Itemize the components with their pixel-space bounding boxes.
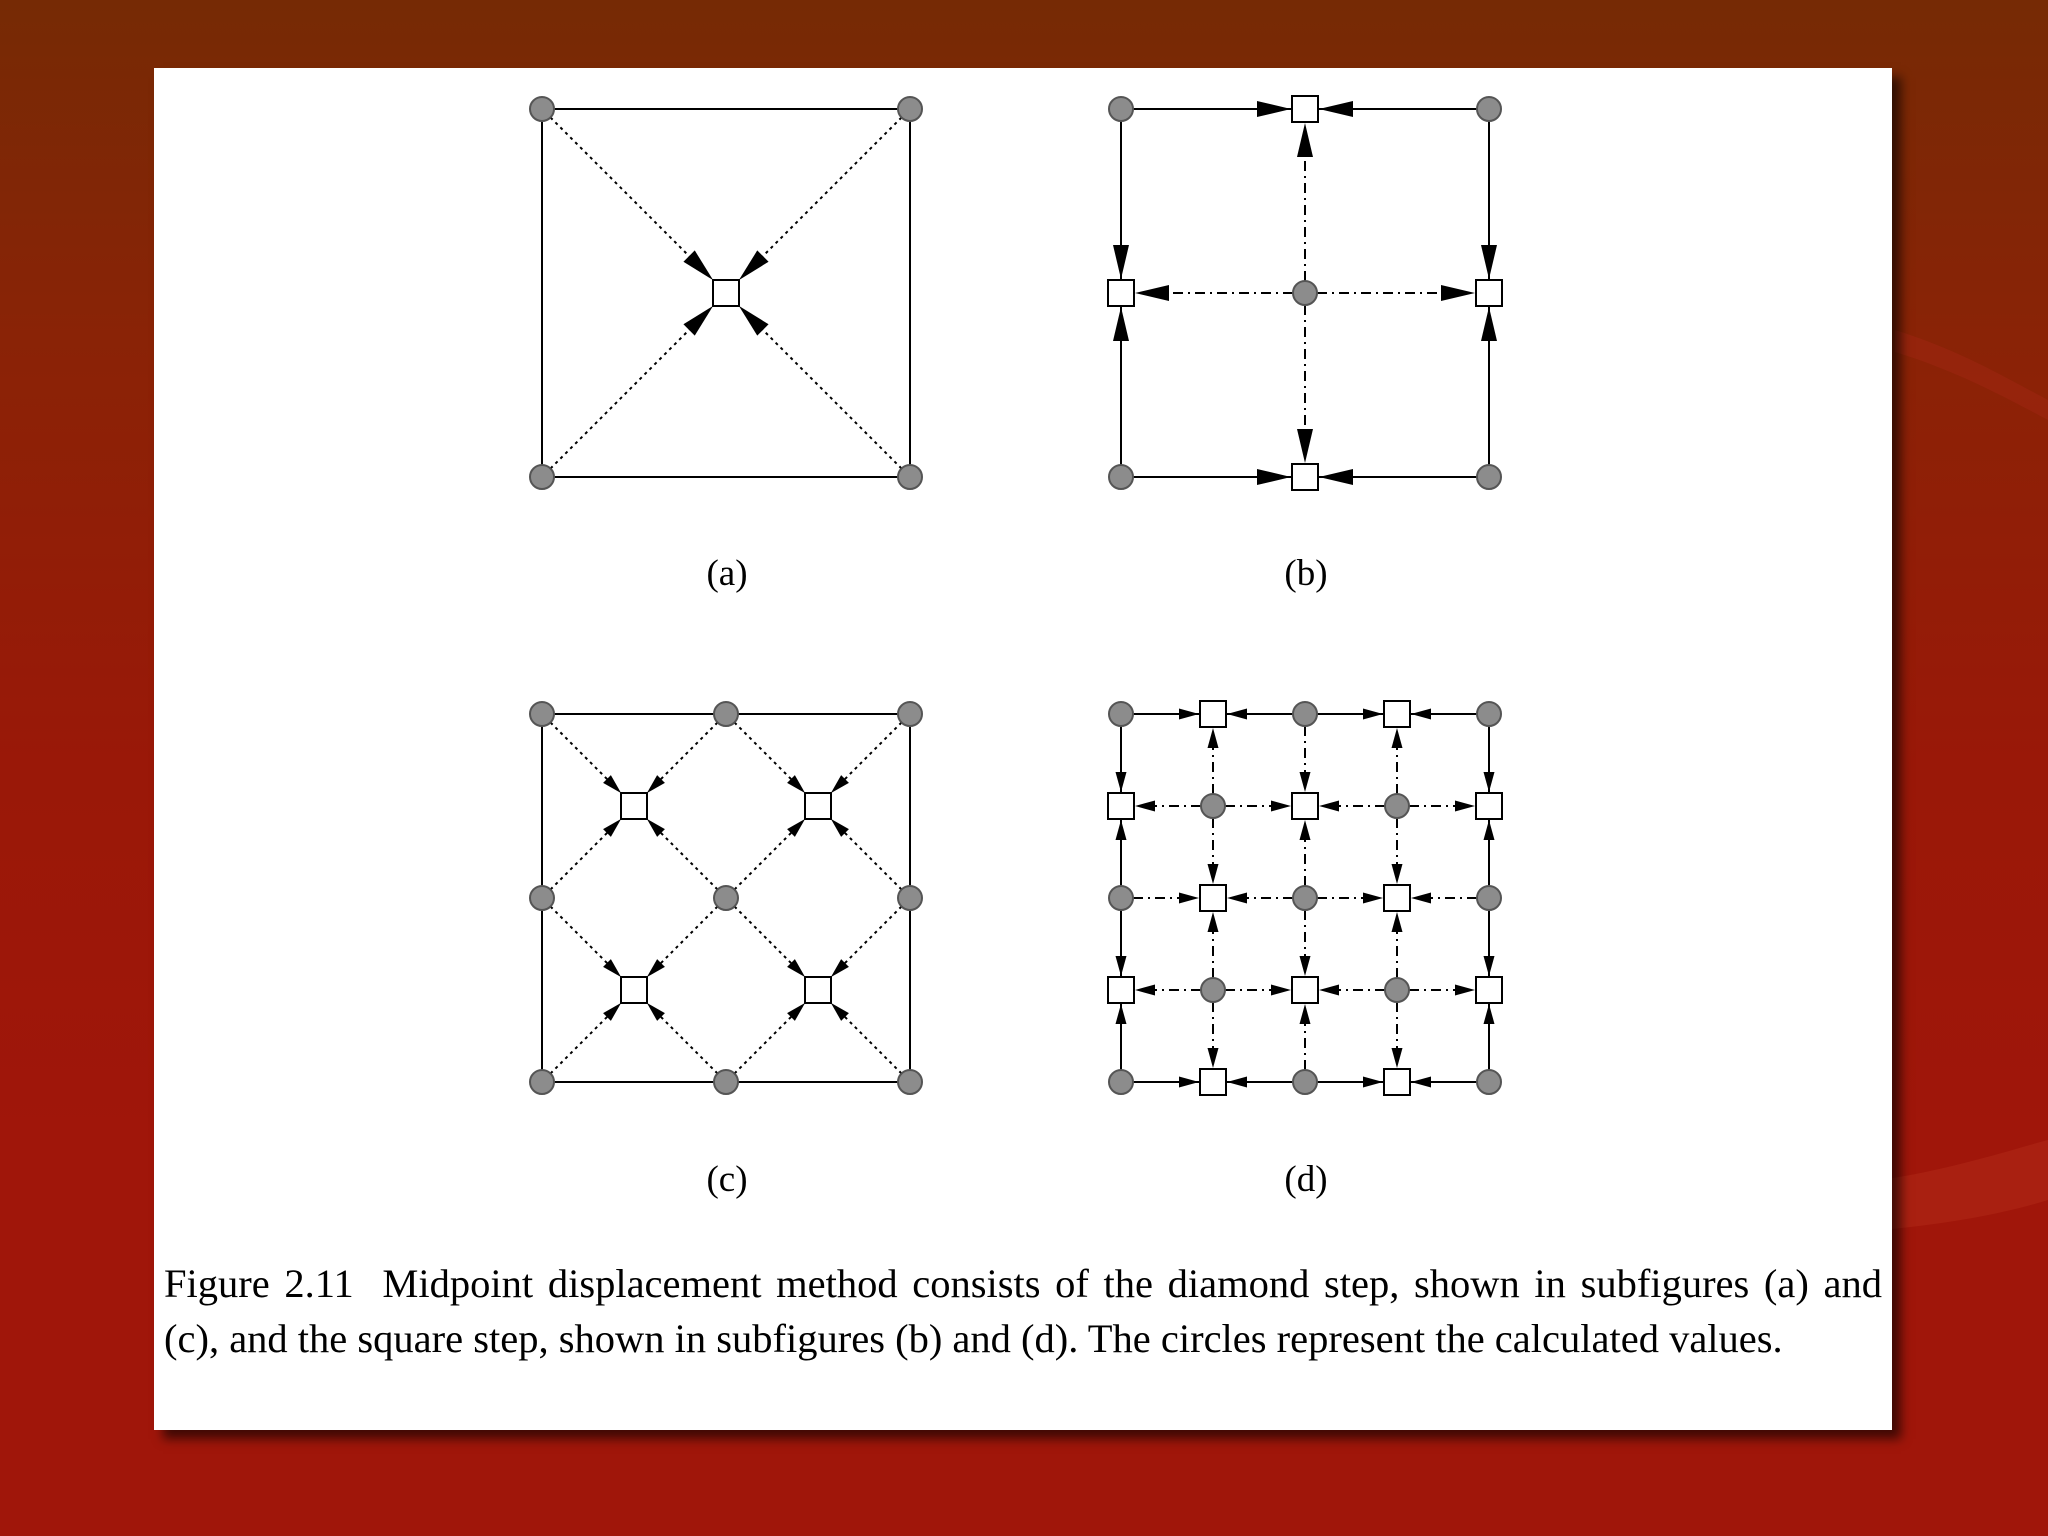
midpoint-square — [621, 977, 647, 1003]
arrow-shaft — [660, 1016, 717, 1073]
calculated-value-circle — [898, 702, 922, 726]
midpoint-square — [1476, 280, 1502, 306]
arrow-head — [1297, 123, 1313, 157]
arrow-head — [1392, 864, 1403, 884]
calculated-value-circle — [1385, 978, 1409, 1002]
midpoint-square — [1384, 1069, 1410, 1095]
caption-text: Midpoint displacement method consists of the diamond step, shown in subfigures (a) and (c), and the square step, shown in subfigures (b) and (d). The circles represent the calculated values. — [164, 1261, 1882, 1361]
subfigure-label-d: (d) — [1284, 1159, 1328, 1200]
calculated-value-circle — [530, 1070, 554, 1094]
calculated-value-circle — [1293, 886, 1317, 910]
arrow-head — [1208, 864, 1219, 884]
subfigure-d — [1108, 701, 1502, 1095]
arrow-head — [1300, 956, 1311, 976]
arrow-head — [1257, 469, 1291, 485]
midpoint-square — [1200, 1069, 1226, 1095]
calculated-value-circle — [714, 1070, 738, 1094]
arrow-head — [1116, 1004, 1127, 1024]
arrow-head — [1300, 820, 1311, 840]
calculated-value-circle — [898, 1070, 922, 1094]
arrow-head — [1392, 912, 1403, 932]
calculated-value-circle — [1293, 702, 1317, 726]
arrow-shaft — [550, 117, 689, 256]
calculated-value-circle — [714, 702, 738, 726]
calculated-value-circle — [898, 886, 922, 910]
arrow-shaft — [550, 832, 607, 889]
arrow-shaft — [844, 722, 901, 779]
arrow-shaft — [660, 906, 717, 963]
midpoint-square — [1292, 96, 1318, 122]
arrow-head — [1179, 893, 1199, 904]
arrow-head — [1116, 772, 1127, 792]
subfigure-b — [1108, 96, 1502, 490]
arrow-head — [1455, 985, 1475, 996]
arrow-head — [1227, 893, 1247, 904]
arrow-head — [1135, 801, 1155, 812]
arrow-shaft — [660, 832, 717, 889]
arrow-head — [1208, 728, 1219, 748]
arrow-shaft — [734, 906, 791, 963]
arrow-shaft — [734, 1016, 791, 1073]
calculated-value-circle — [1477, 465, 1501, 489]
arrow-head — [1411, 709, 1431, 720]
arrow-shaft — [844, 832, 901, 889]
arrow-head — [1113, 307, 1129, 341]
arrow-shaft — [734, 722, 791, 779]
arrow-head — [1300, 1004, 1311, 1024]
arrow-head — [1227, 709, 1247, 720]
arrow-shaft — [550, 329, 689, 468]
figure-caption — [164, 1256, 1882, 1366]
arrow-head — [1319, 469, 1353, 485]
arrow-head — [1484, 772, 1495, 792]
calculated-value-circle — [1109, 465, 1133, 489]
subfigure-a — [530, 97, 922, 489]
midpoint-square — [1292, 977, 1318, 1003]
arrow-head — [1484, 956, 1495, 976]
calculated-value-circle — [1477, 702, 1501, 726]
arrow-head — [1135, 985, 1155, 996]
midpoint-square — [805, 793, 831, 819]
calculated-value-circle — [1477, 886, 1501, 910]
arrow-head — [1411, 1077, 1431, 1088]
calculated-value-circle — [1109, 702, 1133, 726]
midpoint-square — [1108, 280, 1134, 306]
arrow-shaft — [844, 1016, 901, 1073]
calculated-value-circle — [898, 465, 922, 489]
calculated-value-circle — [1109, 97, 1133, 121]
arrow-head — [1319, 801, 1339, 812]
calculated-value-circle — [898, 97, 922, 121]
calculated-value-circle — [1293, 281, 1317, 305]
arrow-shaft — [550, 906, 607, 963]
arrow-head — [1411, 893, 1431, 904]
midpoint-displacement-diagram — [154, 68, 1892, 1430]
arrow-head — [1363, 1077, 1383, 1088]
arrow-shaft — [844, 906, 901, 963]
calculated-value-circle — [530, 465, 554, 489]
calculated-value-circle — [1293, 1070, 1317, 1094]
slide-card — [154, 68, 1892, 1430]
arrow-head — [683, 306, 713, 336]
arrow-head — [1113, 245, 1129, 279]
arrow-head — [1297, 429, 1313, 463]
subfigure-label-a: (a) — [706, 553, 748, 594]
arrow-head — [683, 250, 713, 280]
calculated-value-circle — [1201, 978, 1225, 1002]
calculated-value-circle — [1109, 886, 1133, 910]
calculated-value-circle — [530, 702, 554, 726]
arrow-head — [1271, 985, 1291, 996]
arrow-head — [1300, 772, 1311, 792]
arrow-head — [1179, 1077, 1199, 1088]
midpoint-square — [1108, 977, 1134, 1003]
arrow-shaft — [734, 832, 791, 889]
arrow-shaft — [550, 722, 607, 779]
arrow-head — [1257, 101, 1291, 117]
arrow-shaft — [762, 329, 901, 468]
arrow-head — [1392, 1048, 1403, 1068]
midpoint-square — [713, 280, 739, 306]
arrow-shaft — [762, 117, 901, 256]
arrow-head — [1392, 728, 1403, 748]
calculated-value-circle — [530, 886, 554, 910]
calculated-value-circle — [1477, 1070, 1501, 1094]
arrow-head — [1481, 245, 1497, 279]
calculated-value-circle — [1109, 1070, 1133, 1094]
subfigure-label-b: (b) — [1284, 553, 1328, 594]
midpoint-square — [621, 793, 647, 819]
calculated-value-circle — [1201, 794, 1225, 818]
arrow-head — [739, 250, 769, 280]
arrow-head — [1208, 912, 1219, 932]
arrow-head — [1179, 709, 1199, 720]
arrow-shaft — [550, 1016, 607, 1073]
midpoint-square — [1292, 793, 1318, 819]
arrow-head — [1271, 801, 1291, 812]
arrow-head — [1363, 893, 1383, 904]
calculated-value-circle — [1477, 97, 1501, 121]
arrow-head — [1441, 285, 1475, 301]
arrow-head — [1319, 101, 1353, 117]
arrow-shaft — [660, 722, 717, 779]
arrow-head — [1484, 1004, 1495, 1024]
arrow-head — [1208, 1048, 1219, 1068]
arrow-head — [739, 306, 769, 336]
arrow-head — [1227, 1077, 1247, 1088]
subfigure-c — [530, 702, 922, 1094]
calculated-value-circle — [530, 97, 554, 121]
arrow-head — [1481, 307, 1497, 341]
midpoint-square — [1200, 701, 1226, 727]
figure-number: Figure 2.11 — [164, 1261, 354, 1306]
midpoint-square — [805, 977, 831, 1003]
midpoint-square — [1384, 885, 1410, 911]
midpoint-square — [1200, 885, 1226, 911]
calculated-value-circle — [1385, 794, 1409, 818]
subfigure-label-c: (c) — [706, 1159, 748, 1200]
arrow-head — [1116, 820, 1127, 840]
calculated-value-circle — [714, 886, 738, 910]
arrow-head — [1116, 956, 1127, 976]
arrow-head — [1455, 801, 1475, 812]
midpoint-square — [1476, 793, 1502, 819]
arrow-head — [1484, 820, 1495, 840]
midpoint-square — [1292, 464, 1318, 490]
midpoint-square — [1108, 793, 1134, 819]
midpoint-square — [1384, 701, 1410, 727]
midpoint-square — [1476, 977, 1502, 1003]
arrow-head — [1319, 985, 1339, 996]
arrow-head — [1363, 709, 1383, 720]
arrow-head — [1135, 285, 1169, 301]
